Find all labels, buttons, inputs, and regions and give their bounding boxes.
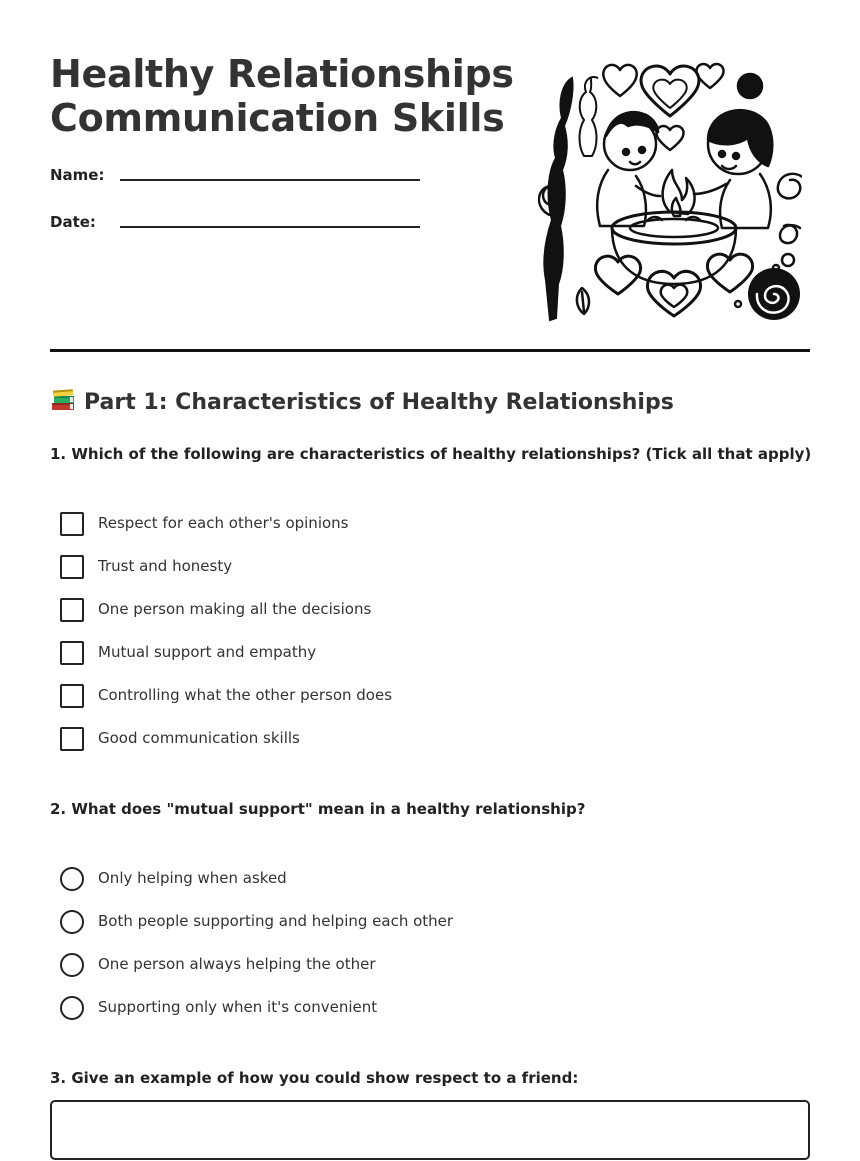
header-divider [50,349,810,352]
option-label: Mutual support and empathy [98,643,317,661]
heart-icon [647,271,700,316]
question-2: 2. What does "mutual support" mean in a healthy relationship? [50,800,586,818]
checkbox[interactable] [60,727,84,751]
option-label: Good communication skills [98,729,300,747]
part1-heading-text: Part 1: Characteristics of Healthy Relationships [84,390,674,415]
checkbox[interactable] [60,555,84,579]
heart-icon [656,126,683,150]
option-label: Only helping when asked [98,869,287,887]
heart-icon [603,65,636,96]
name-field-row [50,165,420,195]
name-label: Name: [50,166,105,184]
option-label: One person always helping the other [98,955,376,973]
checkbox[interactable] [60,684,84,708]
heart-icon [696,64,723,88]
page-title [50,52,514,140]
option-label: Both people supporting and helping each other [98,912,454,930]
checkbox[interactable] [60,512,84,536]
checkbox[interactable] [60,641,84,665]
title-line-2: Communication Skills [50,96,505,140]
name-field[interactable] [120,179,420,181]
radio-button[interactable] [60,867,84,891]
date-field[interactable] [120,226,420,228]
option-label: Respect for each other's opinions [98,514,349,532]
option-label: One person making all the decisions [98,600,372,618]
couple-illustration [538,56,802,324]
title-line-1: Healthy Relationships [50,52,514,96]
option-label: Controlling what the other person does [98,686,393,704]
date-field-row [50,212,420,242]
option-label: Trust and honesty [98,557,233,575]
part1-heading [50,388,674,418]
option-label: Supporting only when it's convenient [98,998,378,1016]
date-label: Date: [50,213,96,231]
question-1: 1. Which of the following are characteristics of healthy relationships? (Tick all that apply) [50,445,812,463]
checkbox[interactable] [60,598,84,622]
q3-answer-box[interactable] [50,1100,810,1160]
radio-button[interactable] [60,953,84,977]
radio-button[interactable] [60,996,84,1020]
books-icon [50,388,76,412]
question-3: 3. Give an example of how you could show respect to a friend: [50,1069,579,1087]
radio-button[interactable] [60,910,84,934]
